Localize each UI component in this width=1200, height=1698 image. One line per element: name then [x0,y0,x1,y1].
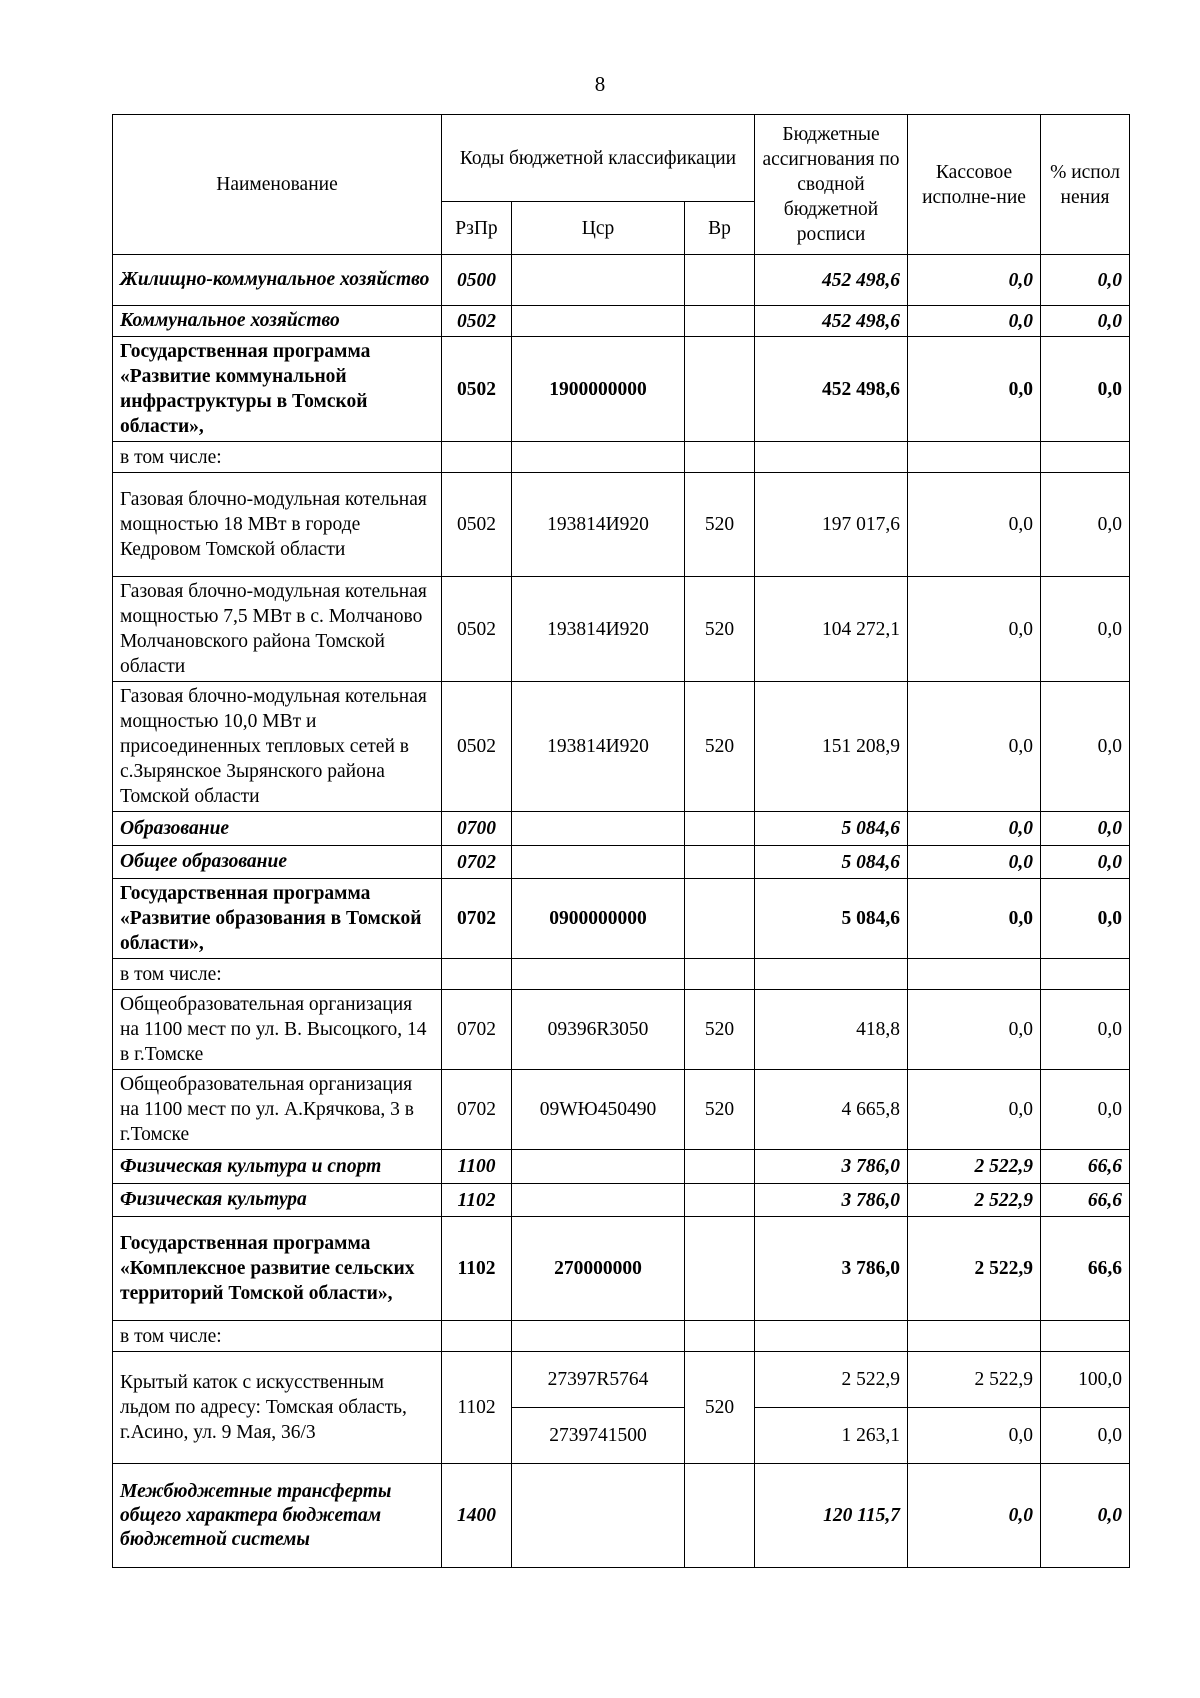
row-cash: 0,0 [908,337,1041,442]
row-cash: 0,0 [908,255,1041,306]
row-cash: 0,0 [908,990,1041,1070]
row-percent: 0,0 [1041,879,1130,959]
row-vr [685,1464,755,1568]
row-vr: 520 [685,990,755,1070]
header-budget-codes: Коды бюджетной классификации [442,115,755,202]
row-csr: 2739741500 [512,1408,685,1464]
row-percent: 0,0 [1041,1070,1130,1150]
row-name: Физическая культура [113,1184,442,1217]
row-assignments: 1 263,1 [755,1408,908,1464]
row-name: в том числе: [113,959,442,990]
row-csr [512,812,685,846]
row-assignments: 3 786,0 [755,1184,908,1217]
row-rzpr: 0500 [442,255,512,306]
row-name: Жилищно-коммунальное хозяйство [113,255,442,306]
row-rzpr: 0702 [442,1070,512,1150]
header-execution-percent: % испол нения [1041,115,1130,255]
row-vr: 520 [685,473,755,577]
row-csr: 27397R5764 [512,1352,685,1408]
row-csr: 0900000000 [512,879,685,959]
row-rzpr: 0502 [442,306,512,337]
row-rzpr: 0502 [442,473,512,577]
row-name: Газовая блочно-модульная котельная мощностью 7,5 МВт в с. Молчаново Молчановского района Томской области [113,577,442,682]
table-row [113,959,1130,990]
row-cash: 2 522,9 [908,1217,1041,1321]
row-name: Межбюджетные трансферты общего характера бюджетам бюджетной системы [113,1464,442,1568]
row-name: Образование [113,812,442,846]
row-percent: 0,0 [1041,337,1130,442]
row-csr: 09396R3050 [512,990,685,1070]
page-number: 8 [594,72,606,96]
row-vr [685,879,755,959]
row-name: Общеобразовательная организация на 1100 мест по ул. В. Высоцкого, 14 в г.Томске [113,990,442,1070]
row-rzpr: 0502 [442,577,512,682]
row-name: Государственная программа «Комплексное развитие сельских территорий Томской области», [113,1217,442,1321]
row-rzpr: 1102 [442,1352,512,1464]
row-assignments: 5 084,6 [755,879,908,959]
row-assignments: 452 498,6 [755,337,908,442]
row-percent: 0,0 [1041,846,1130,879]
table-row [113,1321,1130,1352]
table-row [113,812,1130,846]
row-name: Крытый каток с искусственным льдом по адресу: Томская область, г.Асино, ул. 9 Мая, 36/3 [113,1352,442,1464]
row-assignments: 2 522,9 [755,1352,908,1408]
row-cash: 0,0 [908,577,1041,682]
row-cash: 0,0 [908,879,1041,959]
row-name: Общеобразовательная организация на 1100 мест по ул. А.Крячкова, 3 в г.Томске [113,1070,442,1150]
row-vr: 520 [685,682,755,812]
row-name: Газовая блочно-модульная котельная мощностью 18 МВт в городе Кедровом Томской области [113,473,442,577]
row-assignments: 104 272,1 [755,577,908,682]
header-rzpr: РзПр [442,202,512,255]
row-percent: 0,0 [1041,473,1130,577]
header-vr: Вр [685,202,755,255]
row-cash: 0,0 [908,1464,1041,1568]
row-csr: 193814И920 [512,473,685,577]
row-percent: 0,0 [1041,812,1130,846]
row-vr [685,1184,755,1217]
header-budget-assignments: Бюджетные ассигнования по сводной бюджетной росписи [755,115,908,255]
budget-execution-table [112,114,1130,1568]
table-row [113,337,1130,442]
row-assignments: 197 017,6 [755,473,908,577]
row-vr [685,846,755,879]
row-percent: 0,0 [1041,577,1130,682]
row-csr: 09WЮ450490 [512,1070,685,1150]
table-row [113,442,1130,473]
row-name: в том числе: [113,442,442,473]
table-row [113,1352,1130,1408]
table-row [113,682,1130,812]
row-cash: 0,0 [908,682,1041,812]
row-percent: 66,6 [1041,1217,1130,1321]
row-percent: 0,0 [1041,990,1130,1070]
row-rzpr: 1100 [442,1150,512,1184]
row-csr: 193814И920 [512,577,685,682]
row-rzpr: 1102 [442,1184,512,1217]
row-vr: 520 [685,577,755,682]
row-vr [685,306,755,337]
row-name: Физическая культура и спорт [113,1150,442,1184]
row-vr [685,1217,755,1321]
row-assignments: 3 786,0 [755,1217,908,1321]
row-csr [512,306,685,337]
row-percent: 66,6 [1041,1150,1130,1184]
header-name: Наименование [113,115,442,255]
row-cash: 0,0 [908,1408,1041,1464]
row-assignments: 452 498,6 [755,306,908,337]
row-csr [512,1150,685,1184]
row-rzpr: 0502 [442,337,512,442]
row-assignments: 5 084,6 [755,812,908,846]
row-csr: 1900000000 [512,337,685,442]
header-csr: Цср [512,202,685,255]
row-cash: 2 522,9 [908,1150,1041,1184]
row-assignments: 151 208,9 [755,682,908,812]
row-cash: 0,0 [908,473,1041,577]
row-cash: 2 522,9 [908,1352,1041,1408]
table-row [113,255,1130,306]
table-row [113,879,1130,959]
row-rzpr: 0702 [442,846,512,879]
row-percent: 0,0 [1041,1408,1130,1464]
table-row [113,990,1130,1070]
row-rzpr: 0702 [442,879,512,959]
row-percent: 66,6 [1041,1184,1130,1217]
row-percent: 0,0 [1041,255,1130,306]
table-row [113,306,1130,337]
row-assignments: 4 665,8 [755,1070,908,1150]
row-assignments: 3 786,0 [755,1150,908,1184]
table-row [113,846,1130,879]
row-cash: 0,0 [908,1070,1041,1150]
row-name: в том числе: [113,1321,442,1352]
row-rzpr: 0702 [442,990,512,1070]
row-csr [512,846,685,879]
row-csr [512,1184,685,1217]
row-percent: 0,0 [1041,306,1130,337]
table-row [113,1464,1130,1568]
table-row [113,1150,1130,1184]
row-rzpr: 0502 [442,682,512,812]
row-rzpr: 0700 [442,812,512,846]
row-name: Государственная программа «Развитие коммунальной инфраструктуры в Томской области», [113,337,442,442]
row-cash: 2 522,9 [908,1184,1041,1217]
row-rzpr: 1102 [442,1217,512,1321]
row-vr: 520 [685,1352,755,1464]
header-cash-execution: Кассовое исполне-ние [908,115,1041,255]
row-percent: 0,0 [1041,682,1130,812]
row-rzpr: 1400 [442,1464,512,1568]
table-row [113,1217,1130,1321]
row-cash: 0,0 [908,812,1041,846]
row-vr: 520 [685,1070,755,1150]
row-csr: 270000000 [512,1217,685,1321]
row-name: Коммунальное хозяйство [113,306,442,337]
row-percent: 100,0 [1041,1352,1130,1408]
row-assignments: 418,8 [755,990,908,1070]
row-cash: 0,0 [908,306,1041,337]
row-csr [512,255,685,306]
row-name: Газовая блочно-модульная котельная мощностью 10,0 МВт и присоединенных тепловых сетей в с.Зырянское Зырянского района Томской области [113,682,442,812]
row-name: Государственная программа «Развитие образования в Томской области», [113,879,442,959]
row-vr [685,255,755,306]
table-row [113,1070,1130,1150]
row-assignments: 452 498,6 [755,255,908,306]
row-vr [685,337,755,442]
row-vr [685,1150,755,1184]
row-assignments: 5 084,6 [755,846,908,879]
table-row [113,473,1130,577]
row-name: Общее образование [113,846,442,879]
row-cash: 0,0 [908,846,1041,879]
row-percent: 0,0 [1041,1464,1130,1568]
row-assignments: 120 115,7 [755,1464,908,1568]
row-csr: 193814И920 [512,682,685,812]
row-csr [512,1464,685,1568]
row-vr [685,812,755,846]
table-row [113,577,1130,682]
table-row [113,1184,1130,1217]
